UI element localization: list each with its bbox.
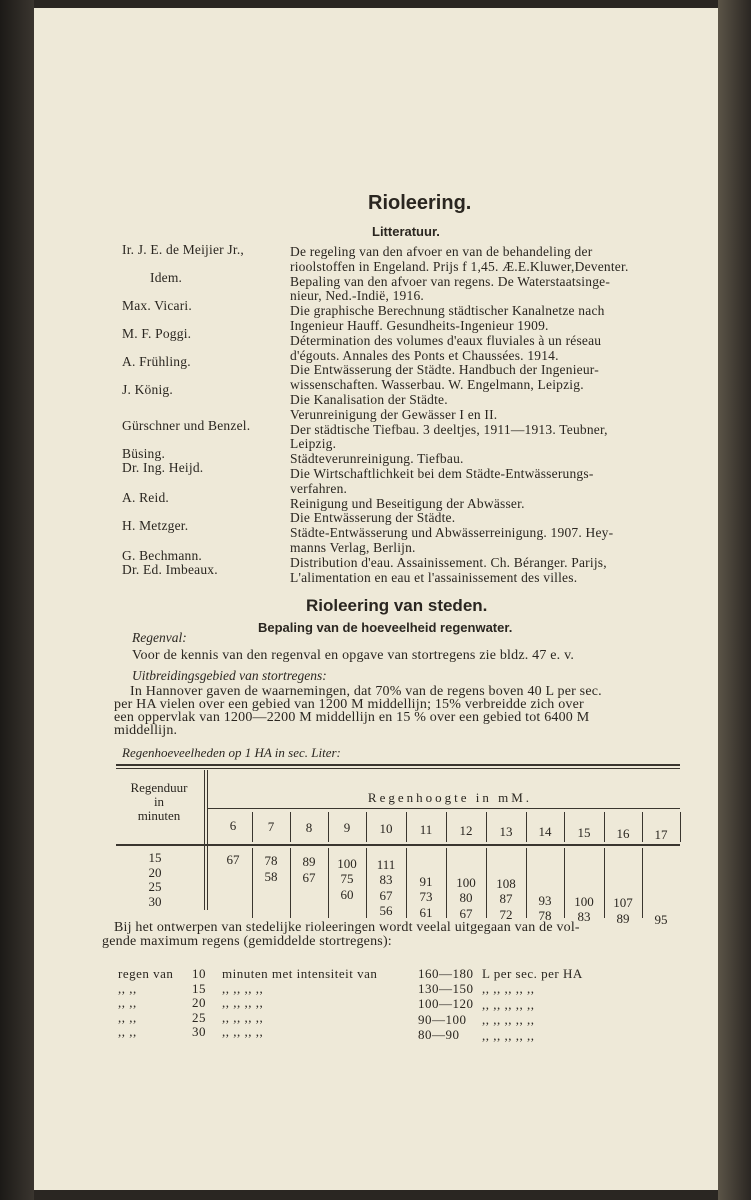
literature-line: manns Verlag, Berlijn. bbox=[290, 540, 416, 555]
table-cell: 67 bbox=[302, 869, 316, 885]
max-row-lead: regen van bbox=[118, 966, 174, 981]
table-cell: 89 bbox=[302, 854, 316, 870]
table-cell: 108 bbox=[496, 875, 516, 891]
row-header-line: Regenduur bbox=[130, 780, 188, 795]
column-divider-body bbox=[526, 848, 527, 918]
uitbreiding-line: een oppervlak van 1200—2200 M middellijn en 15 % over een gebied tot 6400 M bbox=[114, 710, 590, 725]
literature-line: rioolstoffen in Engeland. Prijs f 1,45. Æ.E.Kluwer,Deventer. bbox=[290, 258, 629, 274]
max-row-unit: ,, ,, ,, ,, ,, bbox=[482, 996, 535, 1012]
max-row-minutes: 25 bbox=[192, 1009, 206, 1025]
max-row-minutes: 10 bbox=[192, 966, 206, 981]
literature-line: nieur, Ned.-Indië, 1916. bbox=[290, 288, 424, 304]
max-row-text: ,, ,, ,, ,, bbox=[222, 980, 264, 996]
column-header: 8 bbox=[305, 819, 313, 835]
max-row-minutes: 20 bbox=[192, 995, 206, 1011]
group-header-rule bbox=[208, 808, 680, 809]
table-cell: 111 bbox=[376, 856, 396, 872]
literature-line: Städte-Entwässerung und Abwässerreinigung. 1907. Hey- bbox=[290, 525, 614, 541]
column-header: 15 bbox=[577, 825, 591, 841]
max-row-text: minuten met intensiteit van bbox=[222, 966, 378, 981]
table-cell: 83 bbox=[379, 872, 393, 888]
author-name: Büsing. bbox=[122, 446, 166, 461]
table-cell: 67 bbox=[226, 852, 240, 867]
table-header-rule bbox=[116, 844, 680, 846]
literature-line: verfahren. bbox=[290, 480, 348, 496]
table-cell: 60 bbox=[340, 886, 354, 902]
literature-line: Die graphische Berechnung städtischer Kanalnetze nach bbox=[290, 303, 605, 319]
author-name: Dr. Ing. Heijd. bbox=[122, 460, 204, 475]
uitbreiding-line: In Hannover gaven de waarnemingen, dat 70% van de regens boven 40 L per sec. bbox=[130, 684, 602, 699]
duration-value: 15 bbox=[148, 850, 162, 865]
table-cell: 100 bbox=[337, 855, 357, 871]
max-row-range: 90—100 bbox=[418, 1011, 467, 1027]
max-row-minutes: 30 bbox=[192, 1024, 206, 1040]
column-divider-body bbox=[486, 848, 487, 918]
literature-line: Die Entwässerung der Städte. Handbuch der Ingenieur- bbox=[290, 362, 599, 378]
author-name: Gürschner und Benzel. bbox=[122, 418, 251, 433]
page-title: Rioleering. bbox=[368, 192, 472, 214]
column-divider-body bbox=[642, 848, 643, 918]
table-cell: 87 bbox=[499, 891, 513, 907]
regenval-text: Voor de kennis van den regenval en opgave van stortregens zie bldz. 47 e. v. bbox=[132, 648, 575, 663]
book-edge-right bbox=[718, 0, 751, 1200]
literature-line: Ingenieur Hauff. Gesundheits-Ingenieur 1909. bbox=[290, 318, 549, 333]
author-name: A. Frühling. bbox=[122, 354, 191, 369]
column-group-header: Regenhoogte in mM. bbox=[367, 790, 533, 805]
column-divider-body bbox=[564, 848, 565, 918]
table-left-divider bbox=[204, 770, 205, 910]
row-header-line: in bbox=[153, 794, 165, 809]
literature-line: Die Kanalisation der Städte. bbox=[290, 392, 448, 407]
column-divider-body bbox=[366, 848, 367, 918]
table-top-rule-2 bbox=[116, 768, 680, 769]
table-cell: 67 bbox=[459, 905, 473, 921]
literature-line: Städteverunreinigung. Tiefbau. bbox=[290, 451, 464, 467]
max-row-lead: ,, ,, bbox=[118, 980, 137, 996]
table-cell: 67 bbox=[379, 887, 393, 903]
uitbreiding-line: per HA vielen over een gebied van 1200 M middellijn; 15% verbreidde zich over bbox=[114, 697, 584, 712]
author-name: Dr. Ed. Imbeaux. bbox=[122, 562, 218, 577]
max-regens-line: gende maximum regens (gemiddelde stortregens): bbox=[102, 934, 392, 949]
literature-line: Reinigung und Beseitigung der Abwässer. bbox=[290, 495, 525, 511]
max-row-range: 80—90 bbox=[418, 1026, 460, 1042]
column-header: 6 bbox=[229, 818, 237, 833]
literature-line: Der städtische Tiefbau. 3 deeltjes, 1911—1913. Teubner, bbox=[290, 421, 608, 437]
column-header: 16 bbox=[616, 826, 630, 841]
table-cell: 56 bbox=[379, 903, 393, 919]
table-cell: 95 bbox=[654, 911, 668, 927]
lit-heading: Litteratuur. bbox=[372, 224, 440, 239]
literature-line: Distribution d'eau. Assainissement. Ch. Béranger. Parijs, bbox=[290, 554, 607, 570]
column-header: 9 bbox=[343, 820, 351, 836]
column-divider-body bbox=[406, 848, 407, 918]
literature-line: De regeling van den afvoer en van de behandeling der bbox=[290, 244, 593, 259]
max-row-unit: L per sec. per HA bbox=[482, 966, 583, 981]
literature-line: wissenschaften. Wasserbau. W. Engelmann, Leipzig. bbox=[290, 377, 584, 393]
literature-line: L'alimentation en eau et l'assainissement des villes. bbox=[290, 569, 578, 585]
author-name: M. F. Poggi. bbox=[122, 326, 192, 341]
book-spine-left bbox=[0, 0, 34, 1200]
max-row-lead: ,, ,, bbox=[118, 1009, 137, 1025]
table-cell: 100 bbox=[574, 893, 594, 909]
column-header: 13 bbox=[499, 823, 513, 839]
regenval-label: Regenval: bbox=[132, 630, 187, 645]
table-caption: Regenhoeveelheden op 1 HA in sec. Liter: bbox=[122, 745, 341, 760]
literature-line: Verunreinigung der Gewässer I en II. bbox=[290, 406, 498, 422]
uitbreiding-line: middellijn. bbox=[114, 723, 178, 738]
column-divider-body bbox=[446, 848, 447, 918]
max-row-range: 130—150 bbox=[418, 981, 474, 997]
literature-line: d'égouts. Annales des Ponts et Chaussées. 1914. bbox=[290, 347, 559, 363]
duration-value: 30 bbox=[148, 893, 162, 909]
author-name: J. König. bbox=[122, 382, 173, 397]
column-divider bbox=[680, 812, 681, 842]
table-top-rule bbox=[116, 764, 680, 766]
column-header: 11 bbox=[419, 822, 433, 837]
column-header: 12 bbox=[459, 822, 473, 838]
author-name: A. Reid. bbox=[122, 490, 169, 505]
author-name: Ir. J. E. de Meijier Jr., bbox=[122, 242, 244, 257]
literature-line: Die Wirtschaftlichkeit bei dem Städte-Entwässerungs- bbox=[290, 466, 594, 481]
literature-line: Leipzig. bbox=[290, 436, 337, 452]
author-name: H. Metzger. bbox=[122, 518, 189, 533]
table-cell: 83 bbox=[577, 909, 591, 925]
max-row-text: ,, ,, ,, ,, bbox=[222, 1024, 264, 1040]
section-subtitle: Bepaling van de hoeveelheid regenwater. bbox=[258, 620, 513, 635]
table-cell: 93 bbox=[538, 892, 552, 908]
column-divider-body bbox=[290, 848, 291, 918]
table-cell: 75 bbox=[340, 871, 354, 887]
max-row-lead: ,, ,, bbox=[118, 995, 137, 1011]
max-row-text: ,, ,, ,, ,, bbox=[222, 1009, 264, 1025]
table-cell: 89 bbox=[616, 910, 630, 926]
column-divider-body bbox=[604, 848, 605, 918]
column-header: 7 bbox=[267, 818, 275, 834]
column-header: 17 bbox=[654, 826, 668, 842]
max-row-unit: ,, ,, ,, ,, ,, bbox=[482, 981, 535, 997]
duration-value: 25 bbox=[148, 879, 162, 894]
table-cell: 58 bbox=[264, 868, 278, 884]
table-cell: 78 bbox=[264, 853, 278, 869]
row-header-line: minuten bbox=[137, 808, 181, 823]
table-cell: 73 bbox=[419, 889, 433, 904]
max-regens-line: Bij het ontwerpen van stedelijke rioleeringen wordt veelal uitgegaan van de vol- bbox=[114, 920, 580, 935]
table-cell: 100 bbox=[456, 874, 476, 890]
table-left-divider-2 bbox=[207, 770, 208, 910]
table-cell: 78 bbox=[538, 908, 552, 924]
max-row-unit: ,, ,, ,, ,, ,, bbox=[482, 1027, 535, 1043]
column-header: 10 bbox=[379, 821, 393, 837]
author-name: Max. Vicari. bbox=[122, 298, 192, 313]
table-cell: 61 bbox=[419, 904, 433, 920]
column-header: 14 bbox=[538, 824, 552, 840]
max-row-text: ,, ,, ,, ,, bbox=[222, 995, 264, 1011]
table-cell: 72 bbox=[499, 906, 513, 922]
max-row-minutes: 15 bbox=[192, 980, 206, 996]
column-divider-body bbox=[252, 848, 253, 918]
max-row-lead: ,, ,, bbox=[118, 1024, 137, 1040]
duration-value: 20 bbox=[148, 864, 162, 880]
author-name: Idem. bbox=[150, 270, 183, 285]
table-cell: 91 bbox=[419, 873, 433, 889]
literature-line: Bepaling van den afvoer van regens. De Waterstaatsinge- bbox=[290, 273, 611, 289]
max-row-range: 100—120 bbox=[418, 996, 474, 1012]
max-row-range: 160—180 bbox=[418, 966, 474, 981]
literature-line: Die Entwässerung der Städte. bbox=[290, 510, 456, 526]
literature-line: Détermination des volumes d'eaux fluviales à un réseau bbox=[290, 332, 602, 348]
table-cell: 80 bbox=[459, 890, 473, 906]
max-row-unit: ,, ,, ,, ,, ,, bbox=[482, 1012, 535, 1028]
author-name: G. Bechmann. bbox=[122, 548, 203, 563]
uitbreiding-label: Uitbreidingsgebied van stortregens: bbox=[132, 668, 327, 683]
table-cell: 107 bbox=[613, 895, 633, 910]
column-divider-body bbox=[328, 848, 329, 918]
section-title: Rioleering van steden. bbox=[306, 596, 488, 615]
